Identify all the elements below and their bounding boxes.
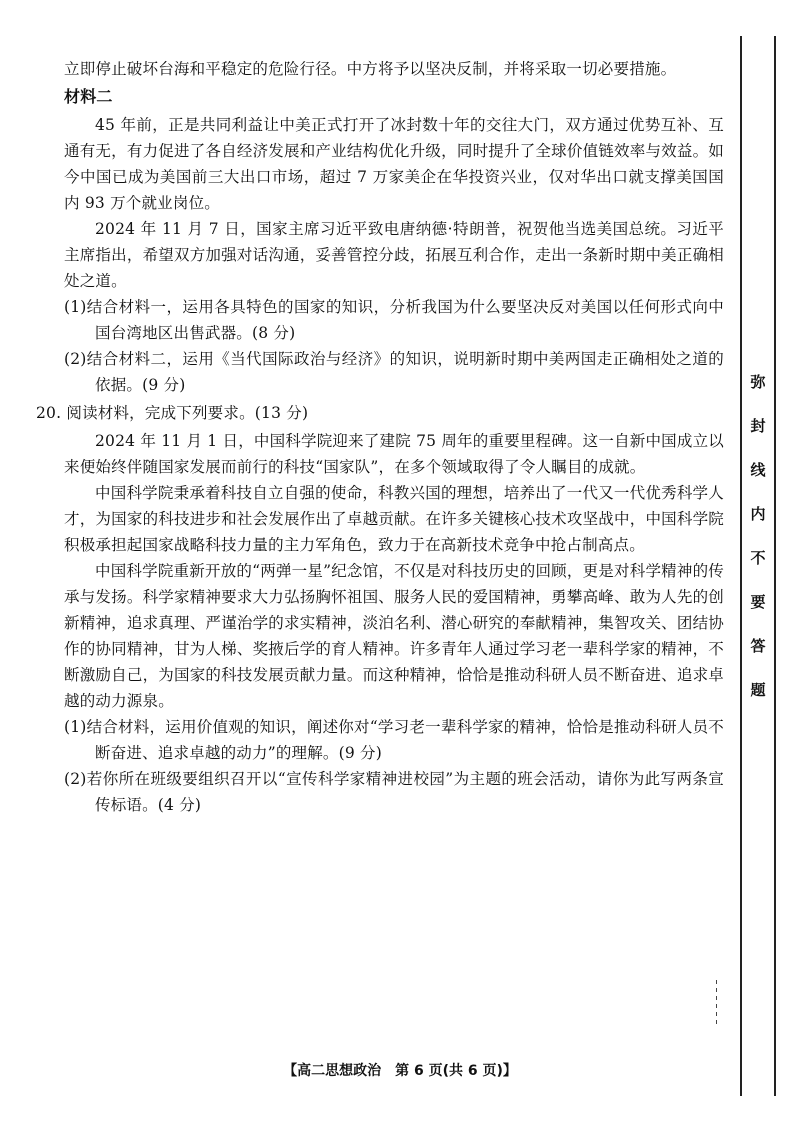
material2-title: 材料二 — [64, 87, 113, 106]
page-footer: 【高二思想政治 第 6 页(共 6 页)】 — [283, 1063, 517, 1079]
page-content — [36, 56, 724, 818]
q20-subquestion-1: (1)结合材料，运用价值观的知识，阐述你对“学习老一辈科学家的精神，恰恰是推动科研人员不断奋进、追求卓越的动力”的理解。(9 分) — [64, 718, 724, 762]
seal-char: 内 — [750, 505, 766, 523]
seal-char: 不 — [750, 549, 766, 567]
seal-line-notice — [746, 372, 770, 724]
binding-line-right — [774, 36, 776, 1096]
q19-subquestion-2: (2)结合材料二，运用《当代国际政治与经济》的知识，说明新时期中美两国走正确相处之道的依据。(9 分) — [64, 350, 724, 394]
q20-paragraph-2: 中国科学院秉承着科技自立自强的使命，科教兴国的理想，培养出了一代又一代优秀科学人才，为国家的科技进步和社会发展作出了卓越贡献。在许多关键核心技术攻坚战中，中国科学院积极承担起国家战略科技力量的主力军角色，致力于在高新技术竞争中抢占制高点。 — [64, 484, 724, 554]
q20-paragraph-3: 中国科学院重新开放的“两弹一星”纪念馆，不仅是对科技历史的回顾，更是对科学精神的传承与发扬。科学家精神要求大力弘扬胸怀祖国、服务人民的爱国精神，勇攀高峰、敢为人先的创新精神，追求真理、严谨治学的求实精神，淡泊名利、潜心研究的奉献精神，集智攻关、团结协作的协同精神，甘为人梯、奖掖后学的育人精神。许多青年人通过学习老一辈科学家的精神，不断激励自己，为国家的科技发展贡献力量。而这种精神，恰恰是推动科研人员不断奋进、追求卓越的动力源泉。 — [64, 562, 724, 710]
q20-heading: 20. 阅读材料，完成下列要求。(13 分) — [36, 404, 309, 422]
seal-char: 弥 — [750, 373, 766, 391]
material2-paragraph-1: 45 年前，正是共同利益让中美正式打开了冰封数十年的交往大门，双方通过优势互补、互通有无，有力促进了各自经济发展和产业结构优化升级，同时提升了全球价值链效率与效益。如今中国已成为美国前三大出口市场，超过 7 万家美企在华投资兴业，仅对华出口就支撑美国国内 93 万个就业岗位。 — [64, 116, 724, 212]
q20-subquestion-2: (2)若你所在班级要组织召开以“宣传科学家精神进校园”为主题的班会活动，请你为此写两条宣传标语。(4 分) — [64, 770, 724, 814]
dashed-mark — [716, 980, 717, 1024]
binding-line-left — [740, 36, 742, 1096]
seal-char: 答 — [750, 637, 766, 655]
q20-paragraph-1: 2024 年 11 月 1 日，中国科学院迎来了建院 75 周年的重要里程碑。这一自新中国成立以来便始终伴随国家发展而前行的科技“国家队”，在多个领域取得了令人瞩目的成就。 — [64, 432, 724, 476]
carryover-text: 立即停止破坏台海和平稳定的危险行径。中方将予以坚决反制，并将采取一切必要措施。 — [64, 60, 677, 78]
seal-char: 要 — [750, 593, 766, 611]
seal-char: 线 — [750, 461, 766, 479]
seal-char: 题 — [750, 681, 766, 699]
q19-subquestion-1: (1)结合材料一，运用各具特色的国家的知识，分析我国为什么要坚决反对美国以任何形式向中国台湾地区出售武器。(8 分) — [64, 298, 724, 342]
material2-paragraph-2: 2024 年 11 月 7 日，国家主席习近平致电唐纳德·特朗普，祝贺他当选美国总统。习近平主席指出，希望双方加强对话沟通，妥善管控分歧，拓展互利合作，走出一条新时期中美正确相处之道。 — [64, 220, 724, 290]
seal-char: 封 — [750, 417, 766, 435]
